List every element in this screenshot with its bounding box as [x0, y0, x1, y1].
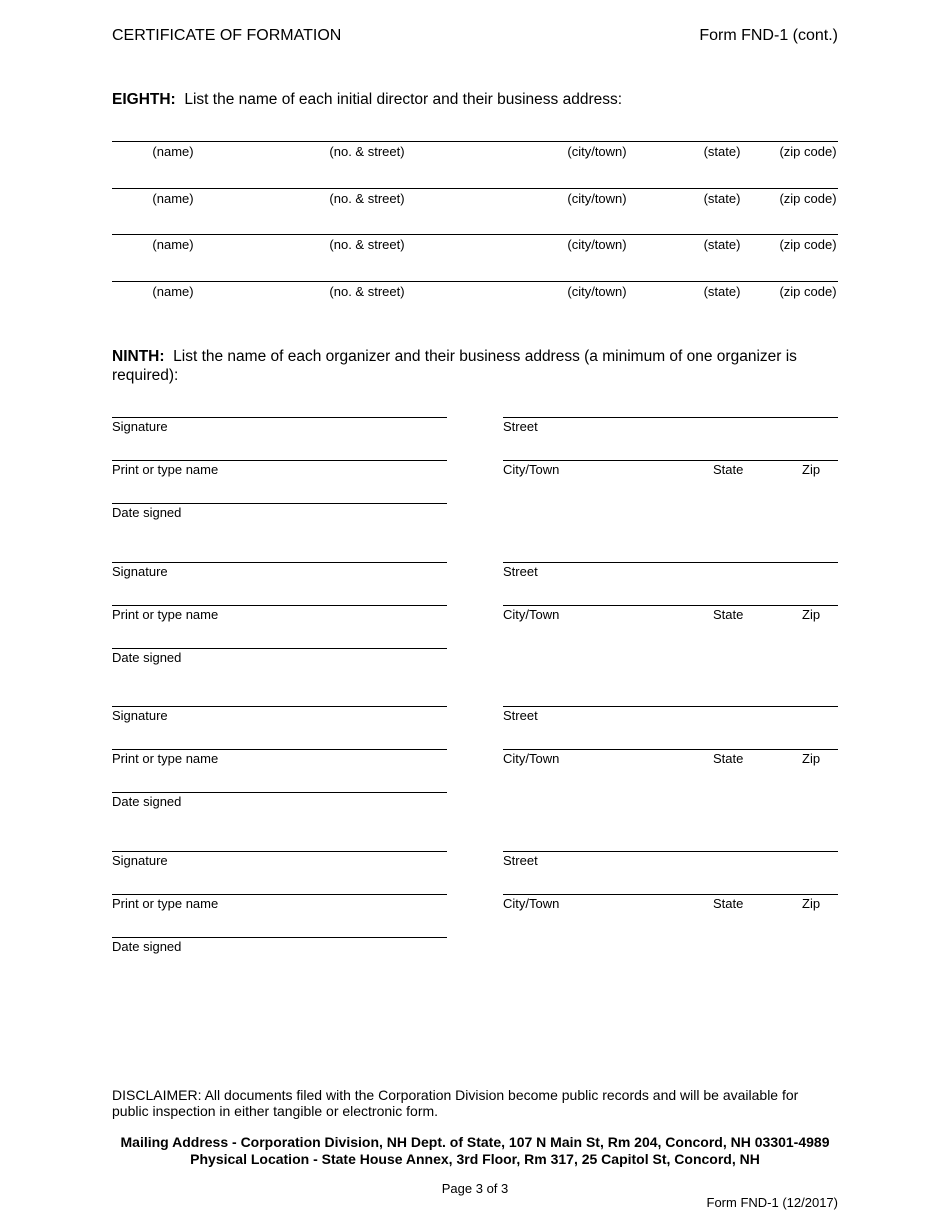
signature-line[interactable]: [112, 851, 447, 852]
signature-caption: Signature: [112, 708, 168, 723]
state-caption: State: [713, 751, 744, 766]
director-name-caption: (name): [152, 284, 194, 299]
eighth-heading: [112, 90, 838, 109]
city-state-zip-line[interactable]: [503, 894, 838, 895]
ninth-label: NINTH:: [112, 348, 165, 365]
city-state-zip-line[interactable]: [503, 605, 838, 606]
director-zip-caption: (zip code): [779, 191, 837, 206]
director-street-caption: (no. & street): [329, 284, 405, 299]
zip-caption: Zip: [802, 607, 821, 622]
page-number: Page 3 of 3: [441, 1181, 509, 1196]
eighth-text: List the name of each initial director and their business address:: [184, 91, 623, 108]
street-caption: Street: [503, 853, 538, 868]
director-state-caption: (state): [703, 237, 741, 252]
director-zip-caption: (zip code): [779, 237, 837, 252]
date-signed-line[interactable]: [112, 792, 447, 793]
street-line[interactable]: [503, 417, 838, 418]
signature-caption: Signature: [112, 419, 168, 434]
signature-line[interactable]: [112, 417, 447, 418]
city-caption: City/Town: [503, 751, 560, 766]
form-footer: Form FND-1 (12/2017): [706, 1195, 838, 1210]
street-caption: Street: [503, 708, 538, 723]
print-name-caption: Print or type name: [112, 751, 219, 766]
date-signed-line[interactable]: [112, 937, 447, 938]
ninth-heading: [112, 347, 838, 385]
director-street-caption: (no. & street): [329, 144, 405, 159]
signature-line[interactable]: [112, 706, 447, 707]
eighth-label: EIGHTH:: [112, 91, 176, 108]
director-city-caption: (city/town): [567, 144, 627, 159]
director-street-caption: (no. & street): [329, 237, 405, 252]
signature-caption: Signature: [112, 853, 168, 868]
director-name-caption: (name): [152, 237, 194, 252]
street-caption: Street: [503, 564, 538, 579]
print-name-caption: Print or type name: [112, 462, 219, 477]
director-zip-caption: (zip code): [779, 144, 837, 159]
state-caption: State: [713, 462, 744, 477]
date-signed-caption: Date signed: [112, 939, 182, 954]
state-caption: State: [713, 896, 744, 911]
date-signed-line[interactable]: [112, 503, 447, 504]
city-state-zip-line[interactable]: [503, 460, 838, 461]
print-name-caption: Print or type name: [112, 896, 219, 911]
director-zip-caption: (zip code): [779, 284, 837, 299]
ninth-text: List the name of each organizer and their business address (a minimum of one organizer is required):: [112, 348, 797, 384]
director-street-caption: (no. & street): [329, 191, 405, 206]
date-signed-caption: Date signed: [112, 505, 182, 520]
mailing-address: Mailing Address - Corporation Division, NH Dept. of State, 107 N Main St, Rm 204, Concord, NH 03301-4989: [120, 1134, 830, 1150]
zip-caption: Zip: [802, 462, 821, 477]
print-name-line[interactable]: [112, 894, 447, 895]
street-line[interactable]: [503, 706, 838, 707]
date-signed-caption: Date signed: [112, 794, 182, 809]
city-caption: City/Town: [503, 896, 560, 911]
print-name-line[interactable]: [112, 749, 447, 750]
director-row-line[interactable]: [112, 141, 838, 142]
disclaimer: DISCLAIMER: All documents filed with the Corporation Division become public records and will be available for public inspection in either tangible or electronic form.: [112, 1087, 799, 1119]
date-signed-caption: Date signed: [112, 650, 182, 665]
director-row-line[interactable]: [112, 281, 838, 282]
date-signed-line[interactable]: [112, 648, 447, 649]
form-id: Form FND-1 (cont.): [699, 27, 838, 44]
director-state-caption: (state): [703, 144, 741, 159]
street-line[interactable]: [503, 562, 838, 563]
print-name-line[interactable]: [112, 460, 447, 461]
street-line[interactable]: [503, 851, 838, 852]
director-name-caption: (name): [152, 191, 194, 206]
zip-caption: Zip: [802, 751, 821, 766]
physical-location: Physical Location - State House Annex, 3rd Floor, Rm 317, 25 Capitol St, Concord, NH: [190, 1151, 760, 1167]
zip-caption: Zip: [802, 896, 821, 911]
director-state-caption: (state): [703, 284, 741, 299]
director-row-line[interactable]: [112, 234, 838, 235]
director-row-line[interactable]: [112, 188, 838, 189]
director-city-caption: (city/town): [567, 191, 627, 206]
city-caption: City/Town: [503, 462, 560, 477]
director-city-caption: (city/town): [567, 284, 627, 299]
print-name-line[interactable]: [112, 605, 447, 606]
director-state-caption: (state): [703, 191, 741, 206]
signature-caption: Signature: [112, 564, 168, 579]
print-name-caption: Print or type name: [112, 607, 219, 622]
director-name-caption: (name): [152, 144, 194, 159]
document-title: CERTIFICATE OF FORMATION: [112, 27, 342, 44]
street-caption: Street: [503, 419, 538, 434]
director-city-caption: (city/town): [567, 237, 627, 252]
city-state-zip-line[interactable]: [503, 749, 838, 750]
state-caption: State: [713, 607, 744, 622]
city-caption: City/Town: [503, 607, 560, 622]
signature-line[interactable]: [112, 562, 447, 563]
